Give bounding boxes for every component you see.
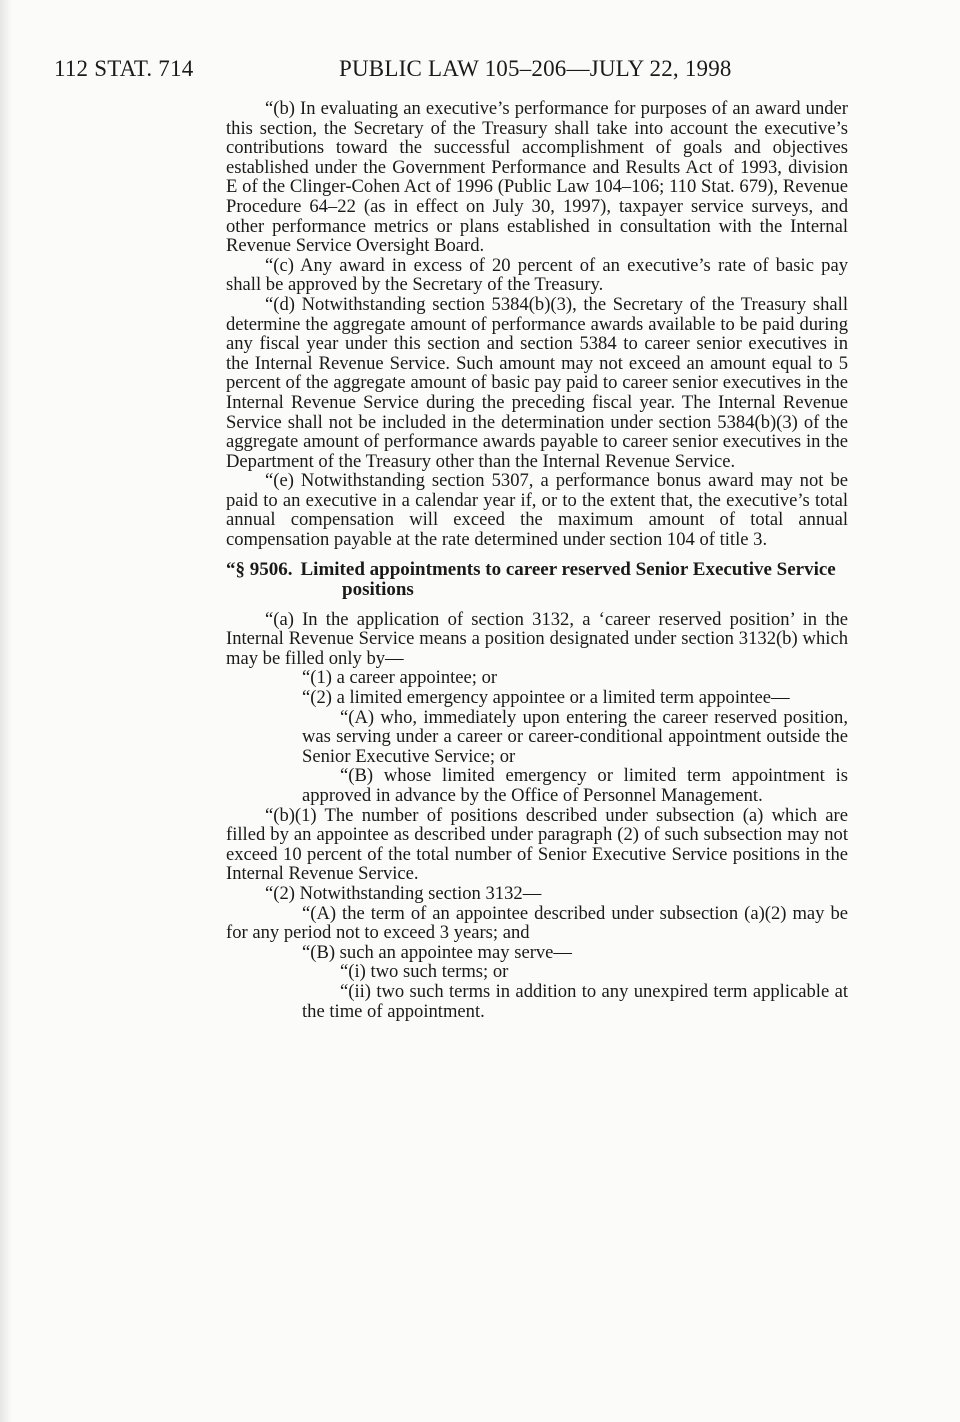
paragraph-b: “(b) In evaluating an executive’s performance for purposes of an award under this section, the Secretary of the Treasury shall take into account the executive’s contributions toward the successful accomplishment of goals and objectives established under the Government Performance and Results Act of 1993, division E of the Clinger-Cohen Act of 1996 (Public Law 104–106; 110 Stat. 679), Revenue Procedure 64–22 (as in effect on July 30, 1997), taxpayer service surveys, and other performance metrics or plans established in consultation with the Internal Revenue Service Oversight Board. bbox=[226, 98, 848, 257]
section-heading bbox=[226, 560, 848, 600]
paragraph-e: “(e) Notwithstanding section 5307, a performance bonus award may not be paid to an executive in a calendar year if, or to the extent that, the executive’s total annual compensation will exceed the maximum amount of total annual compensation payable at the rate determined under section 104 of title 3. bbox=[226, 470, 848, 551]
clause-b2Bii: “(ii) two such terms in addition to any unexpired term applicable at the time of appointment. bbox=[302, 980, 848, 1022]
page-edge-shadow bbox=[0, 0, 12, 1422]
page-header bbox=[54, 52, 754, 86]
clause-b2Bi: “(i) two such terms; or bbox=[340, 961, 509, 983]
paragraph-d: “(d) Notwithstanding section 5384(b)(3), the Secretary of the Treasury shall determine the aggregate amount of performance awards available to be paid during any fiscal year under this section and section 5384 to career senior executives in the Internal Revenue Service. Such amount may not exceed an amount equal to 5 percent of the aggregate amount of basic pay paid to career senior executives in the Internal Revenue Service during the preceding fiscal year. The Internal Revenue Service shall not be included in the determination under section 5384(b)(3) of the aggregate amount of performance awards payable to career senior executives in the Department of the Treasury other than the Internal Revenue Service. bbox=[226, 293, 848, 472]
subparagraph-b2B: “(B) such an appointee may serve— bbox=[302, 941, 573, 963]
subparagraph-a2B: “(B) whose limited emergency or limited term appointment is approved in advance by the Office of Personnel Management. bbox=[302, 765, 848, 806]
subsection-b1: “(b)(1) The number of positions described under subsection (a) which are filled by an appointee as described under paragraph (2) of such subsection may not exceed 10 percent of the total number of Senior Executive Service positions in the Internal Revenue Service. bbox=[226, 804, 848, 885]
subparagraph-b2A: “(A) the term of an appointee described under subsection (a)(2) may be for any period not to exceed 3 years; and bbox=[226, 902, 848, 944]
subsection-a: “(a) In the application of section 3132, a ‘career reserved position’ in the Internal Revenue Service means a position designated under section 3132(b) which may be filled only by— bbox=[226, 608, 848, 669]
running-head: PUBLIC LAW 105–206—JULY 22, 1998 bbox=[339, 56, 732, 81]
paragraph-b2: “(2) Notwithstanding section 3132— bbox=[265, 882, 542, 904]
subparagraph-a2A: “(A) who, immediately upon entering the career reserved position, was serving under a career or career-conditional appointment outside the Senior Executive Service; or bbox=[302, 706, 848, 767]
paragraph-a1: “(1) a career appointee; or bbox=[302, 667, 498, 689]
statute-page-reference: 112 STAT. 714 bbox=[54, 56, 194, 81]
section-title: Limited appointments to career reserved Senior Executive Service positions bbox=[300, 558, 836, 600]
paragraph-c: “(c) Any award in excess of 20 percent of an executive’s rate of basic pay shall be approved by the Secretary of the Treasury. bbox=[226, 254, 848, 296]
document-body bbox=[226, 99, 848, 1021]
section-number: “§ 9506. bbox=[226, 558, 293, 580]
paragraph-a2: “(2) a limited emergency appointee or a limited term appointee— bbox=[302, 687, 790, 709]
